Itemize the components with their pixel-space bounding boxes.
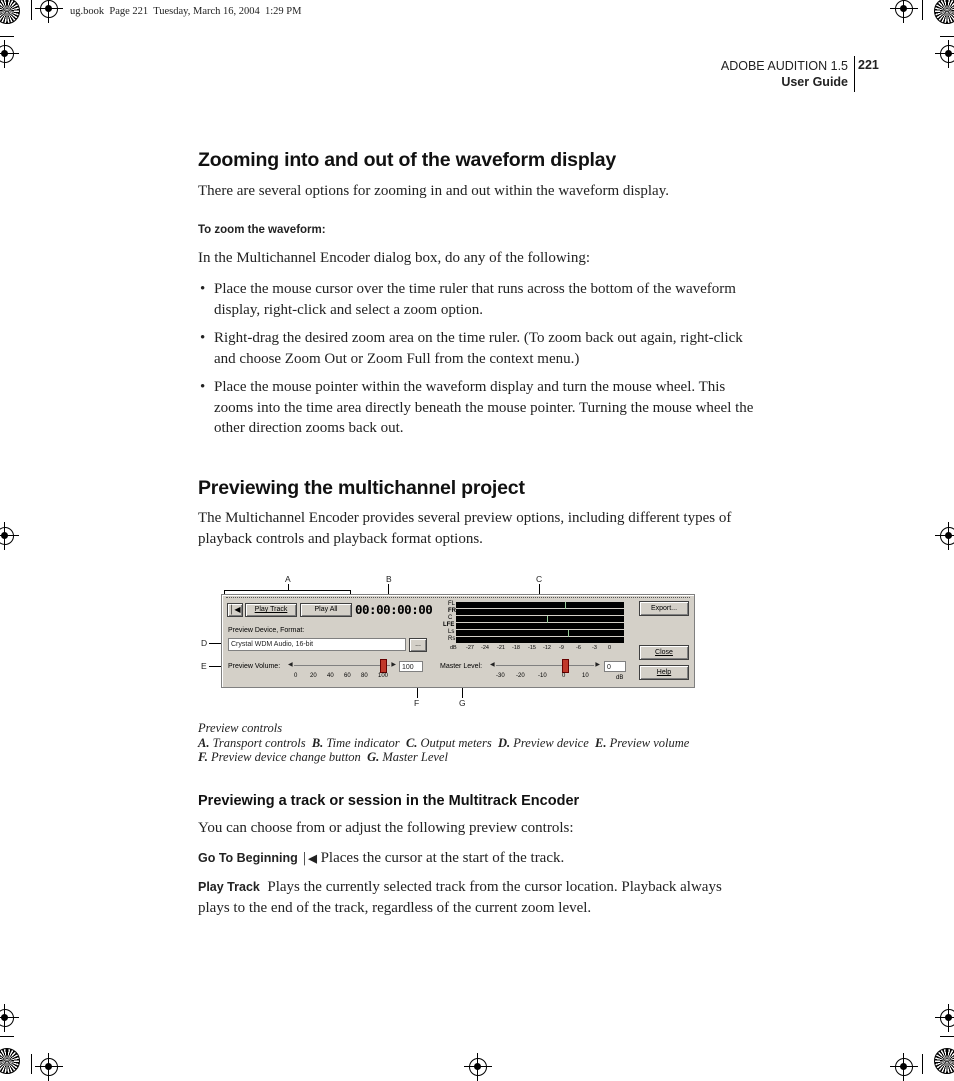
- callout-g: G: [459, 698, 466, 708]
- channel-label: C: [448, 615, 453, 621]
- volume-scale: [294, 673, 390, 683]
- play-track-entry: [198, 877, 743, 918]
- caption-value: Transport controls: [212, 736, 306, 750]
- callout-e: E: [201, 661, 207, 671]
- page-number: 221: [858, 58, 879, 72]
- section-title-previewing: Previewing the multichannel project: [198, 477, 525, 499]
- callout-a: A: [285, 574, 291, 584]
- tick-label: 40: [327, 673, 334, 679]
- play-all-button[interactable]: Play All: [300, 603, 352, 617]
- close-button[interactable]: Close: [639, 645, 689, 660]
- caption-value: Master Level: [382, 750, 448, 764]
- go-to-beginning-label: Go To Beginning: [198, 851, 298, 865]
- tick-label: 20: [310, 673, 317, 679]
- callout-b: B: [386, 574, 392, 584]
- guide-name: User Guide: [781, 75, 848, 89]
- channel-label: LFE: [443, 622, 455, 628]
- meter-tick: 0: [608, 645, 612, 651]
- figure-caption-title: Preview controls: [198, 721, 283, 735]
- caption-key: C.: [405, 736, 418, 750]
- callout-f: F: [414, 698, 420, 708]
- tick-label: 80: [361, 673, 368, 679]
- caption-key: D.: [497, 736, 511, 750]
- master-level-label: Master Level:: [440, 663, 483, 670]
- caption-value: Preview volume: [609, 736, 690, 750]
- procedure-title: To zoom the waveform:: [198, 224, 326, 236]
- callout-d: D: [201, 638, 208, 648]
- time-indicator: 00:00:00:00: [355, 602, 433, 617]
- tick-label: -20: [516, 673, 525, 679]
- db-unit: dB: [616, 675, 624, 681]
- preview-controls-dialog: [221, 594, 695, 688]
- section-intro: The Multichannel Encoder provides several preview options, including different types of playback controls and playback format options.: [198, 510, 732, 547]
- channel-label: Rs: [448, 636, 456, 642]
- meter-tick: -6: [576, 645, 581, 651]
- go-to-beginning-entry: [198, 848, 758, 870]
- slider-thumb[interactable]: [562, 659, 569, 673]
- section-title-zooming: Zooming into and out of the waveform display: [198, 149, 617, 171]
- slider-thumb[interactable]: [380, 659, 387, 673]
- meter-tick: -27: [466, 645, 474, 651]
- header-divider: [854, 56, 855, 92]
- meter-tick: -15: [528, 645, 536, 651]
- caption-key: A.: [198, 736, 210, 750]
- play-track-label: Play Track: [198, 880, 260, 894]
- meter-tick: -12: [543, 645, 551, 651]
- play-track-button[interactable]: Play Track: [245, 603, 297, 617]
- tick-label: 100: [378, 673, 389, 679]
- export-button[interactable]: Export...: [639, 601, 689, 616]
- preview-volume-slider[interactable]: ◀ ▶: [288, 661, 396, 671]
- meter-tick: -18: [512, 645, 520, 651]
- product-name: ADOBE AUDITION 1.5: [720, 59, 848, 73]
- running-header: [721, 58, 848, 90]
- preview-volume-field[interactable]: 100: [399, 661, 423, 672]
- figure-caption-line: [198, 736, 689, 751]
- subsection-intro: You can choose from or adjust the following preview controls:: [198, 820, 574, 836]
- channel-label: FR: [448, 608, 456, 614]
- meter-tick: dB: [450, 645, 457, 651]
- procedure-lead: In the Multichannel Encoder dialog box, do any of the following:: [198, 250, 590, 266]
- tick-label: -10: [538, 673, 547, 679]
- list-item: • Place the mouse cursor over the time ruler that runs across the bottom of the waveform display, right-click and select a zoom option.: [198, 279, 760, 320]
- tick-label: 0: [562, 673, 566, 679]
- section-intro: There are several options for zooming in and out within the waveform display.: [198, 183, 669, 199]
- zoom-options-list: [198, 279, 760, 447]
- play-track-text: Plays the currently selected track from the cursor location. Playback always plays to the end of the track, regardless of the current zoom level.: [198, 879, 722, 916]
- meter-tick: -9: [559, 645, 564, 651]
- master-level-slider[interactable]: ◀ ▶: [490, 661, 600, 671]
- tick-label: 60: [344, 673, 351, 679]
- print-slug: ug.book Page 221 Tuesday, March 16, 2004 1:29 PM: [70, 6, 302, 17]
- meter-tick: -3: [592, 645, 597, 651]
- list-item: • Right-drag the desired zoom area on the time ruler. (To zoom back out again, right-click and choose Zoom Out or Zoom Full from the context menu.): [198, 328, 760, 369]
- meter-tick: -24: [481, 645, 489, 651]
- figure-caption-line: [198, 750, 448, 765]
- tick-label: -30: [496, 673, 505, 679]
- master-scale: [496, 673, 592, 683]
- list-item: • Place the mouse pointer within the waveform display and turn the mouse wheel. This zooms into the time area directly beneath the mouse pointer. Turning the mouse wheel the other direction zooms back out.: [198, 377, 760, 439]
- tick-label: 10: [582, 673, 589, 679]
- meter-tick: -21: [497, 645, 505, 651]
- go-to-beginning-button[interactable]: │◀: [227, 603, 243, 617]
- caption-key: G.: [367, 750, 380, 764]
- channel-label: Ls: [448, 629, 455, 635]
- subsection-title: Previewing a track or session in the Multitrack Encoder: [198, 793, 580, 809]
- caption-value: Output meters: [420, 736, 492, 750]
- preview-device-field[interactable]: Crystal WDM Audio, 16-bit: [228, 638, 406, 651]
- help-button[interactable]: Help: [639, 665, 689, 680]
- preview-device-label: Preview Device, Format:: [228, 627, 305, 634]
- caption-key: E.: [595, 736, 607, 750]
- caption-value: Preview device change button: [210, 750, 361, 764]
- go-to-beginning-icon: │◀: [301, 853, 317, 865]
- caption-value: Preview device: [513, 736, 589, 750]
- preview-volume-label: Preview Volume:: [228, 663, 281, 670]
- channel-label: FL: [448, 601, 456, 607]
- go-to-beginning-text: Places the cursor at the start of the track.: [320, 850, 565, 866]
- callout-c: C: [536, 574, 543, 584]
- caption-key: F.: [198, 750, 208, 764]
- output-meters: [440, 601, 626, 657]
- caption-value: Time indicator: [326, 736, 400, 750]
- tick-label: 0: [294, 673, 298, 679]
- preview-device-change-button[interactable]: ...: [409, 638, 427, 652]
- master-level-field[interactable]: 0: [604, 661, 626, 672]
- caption-key: B.: [311, 736, 324, 750]
